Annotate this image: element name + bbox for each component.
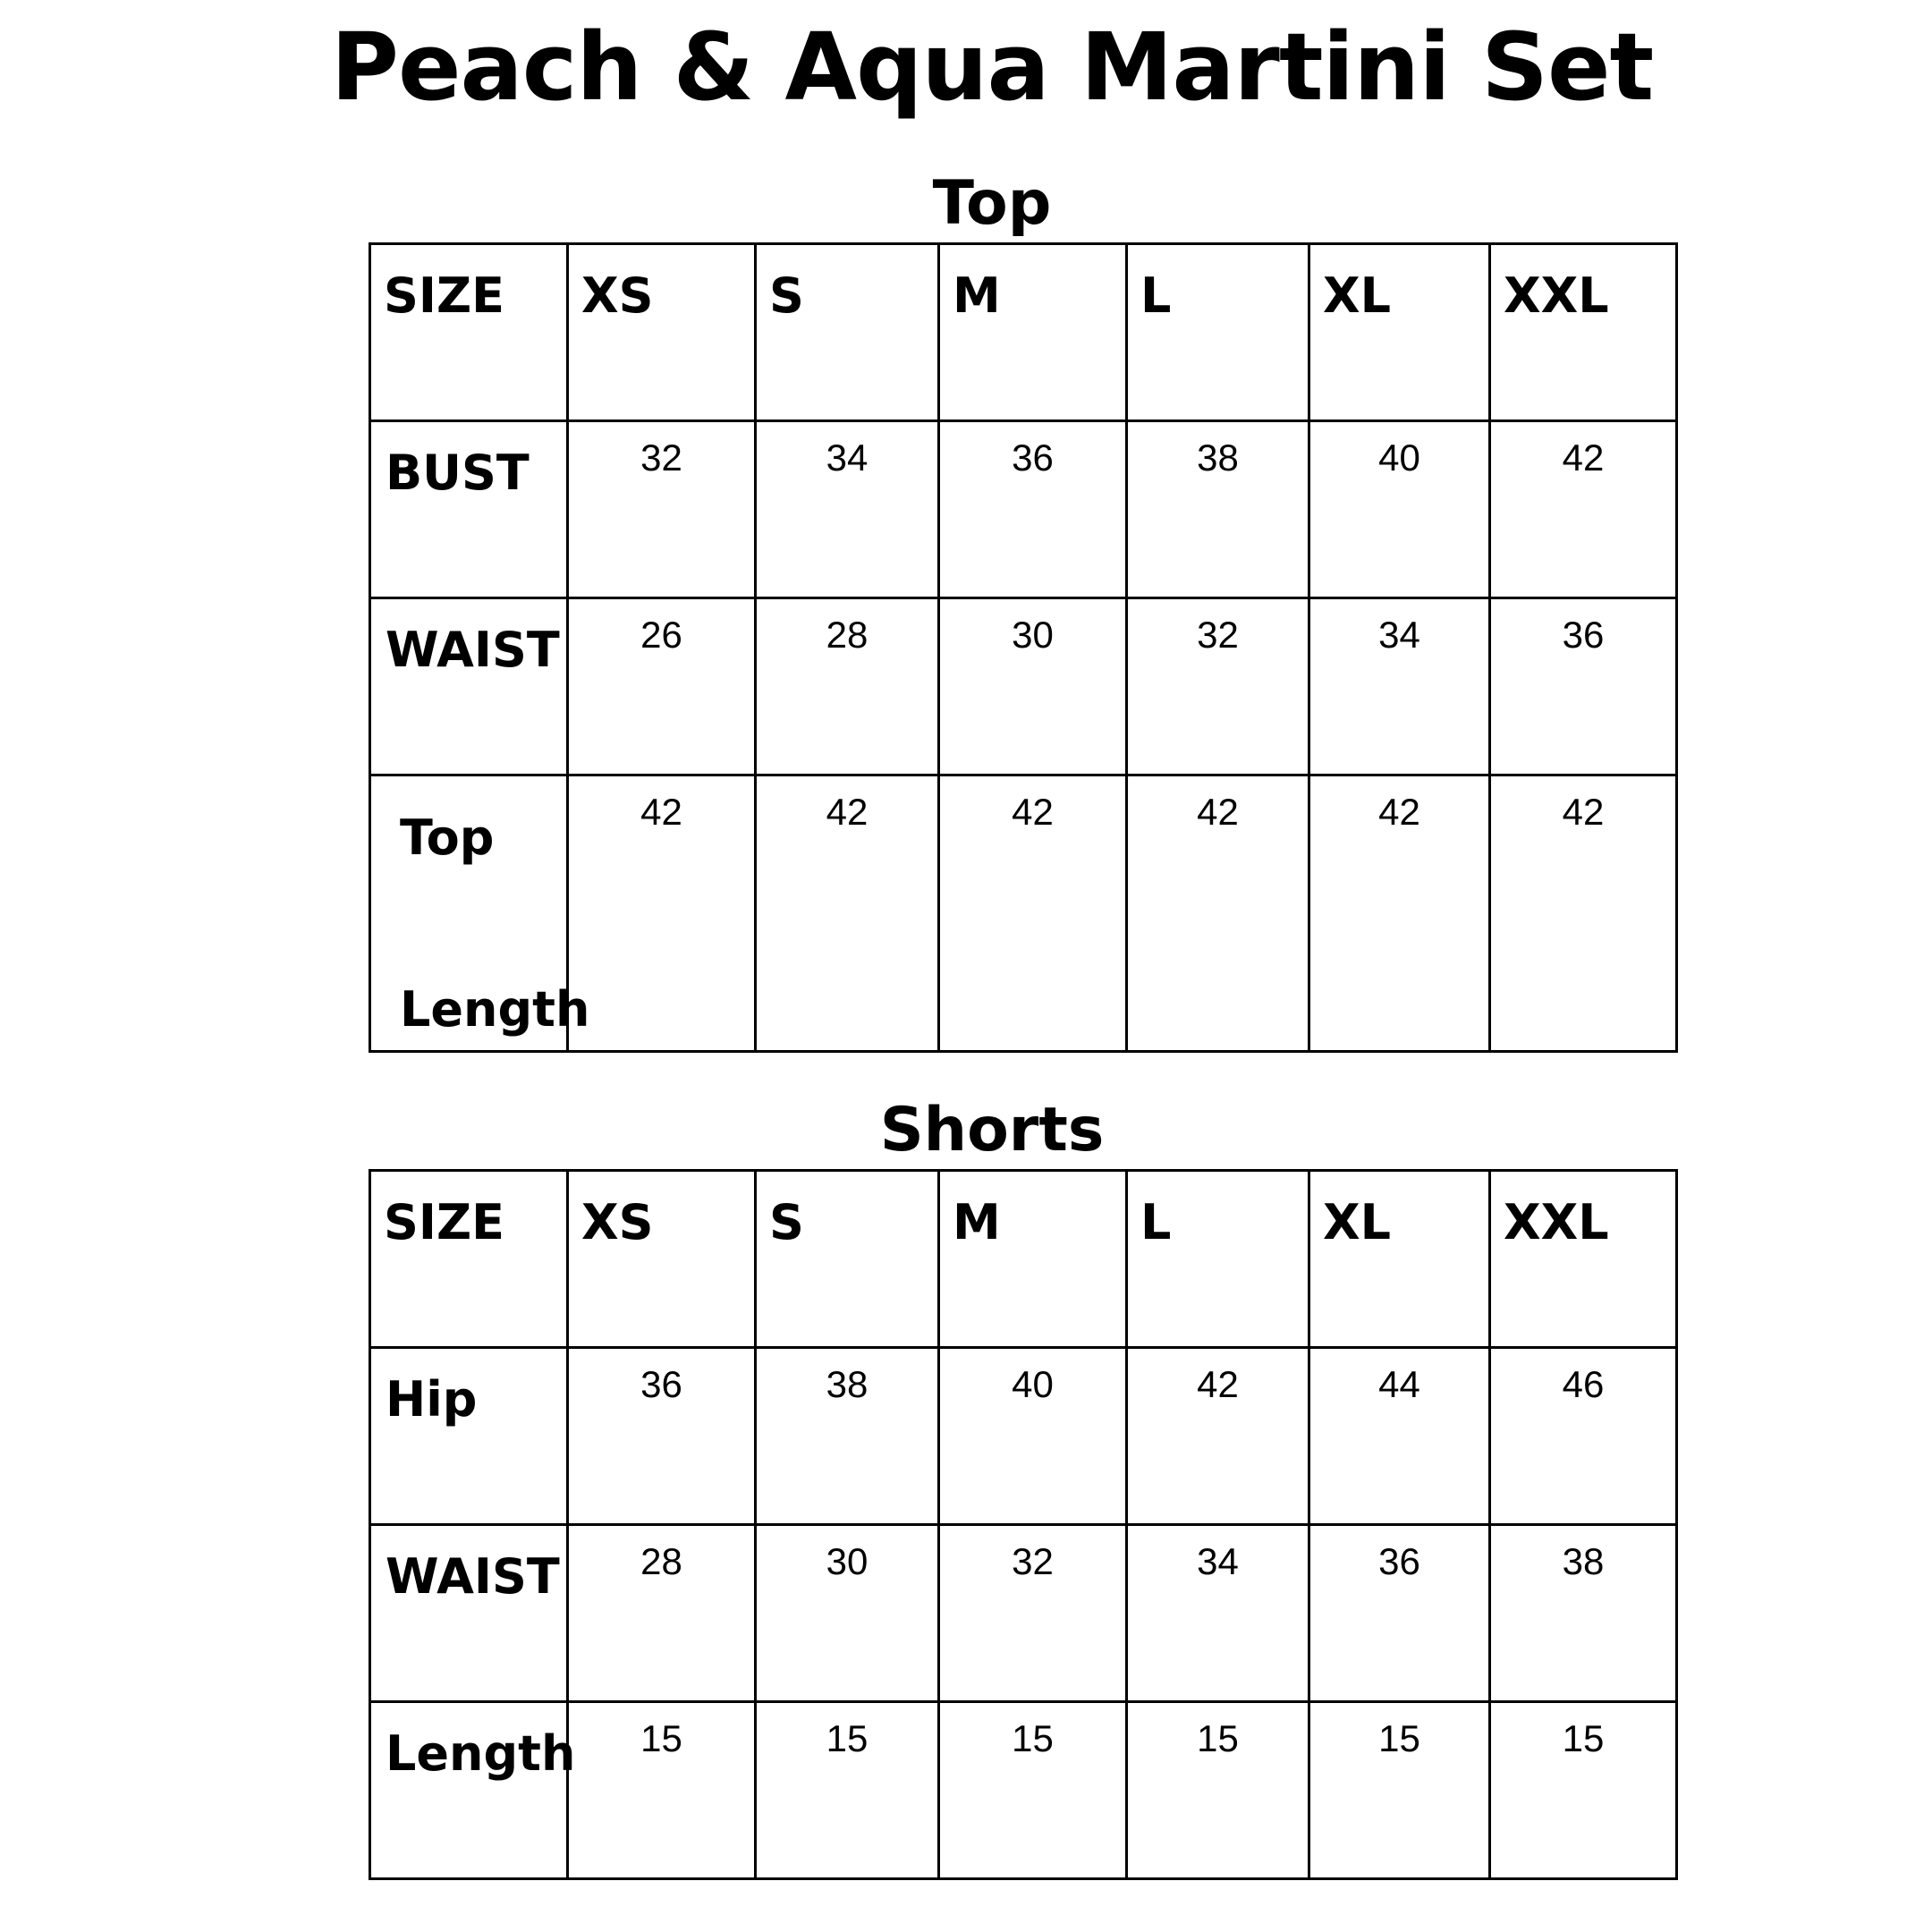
header-size-l: L [1140, 267, 1172, 324]
header-cell [370, 244, 568, 421]
header-cell [370, 1171, 568, 1348]
cell-value: 42 [1562, 791, 1605, 833]
value-cell [756, 1702, 939, 1879]
cell-value: 15 [1562, 1717, 1605, 1759]
value-cell [1490, 421, 1677, 598]
value-cell [1490, 775, 1677, 1052]
value-cell [568, 775, 756, 1052]
cell-value: 32 [640, 436, 682, 479]
value-cell [568, 1702, 756, 1879]
value-cell [939, 1348, 1127, 1525]
value-cell [568, 598, 756, 775]
cell-value: 38 [826, 1363, 869, 1405]
header-cell [1309, 244, 1490, 421]
value-cell [1127, 775, 1309, 1052]
value-cell [1127, 421, 1309, 598]
cell-value: 42 [1378, 791, 1420, 833]
cell-value: 15 [1197, 1717, 1239, 1759]
cell-value: 34 [1378, 614, 1420, 656]
value-cell [1127, 1702, 1309, 1879]
table-row [370, 775, 1677, 1052]
cell-value: 38 [1197, 436, 1239, 479]
header-size-s: S [769, 1194, 804, 1250]
cell-value: 42 [640, 791, 682, 833]
cell-value: 38 [1562, 1540, 1605, 1582]
table-row [370, 421, 1677, 598]
header-cell [756, 244, 939, 421]
cell-value: 30 [826, 1540, 869, 1582]
page-title: Peach & Aqua Martini Set [330, 13, 1654, 122]
cell-value: 36 [1562, 614, 1605, 656]
header-cell [939, 1171, 1127, 1348]
cell-value: 36 [640, 1363, 682, 1405]
value-cell [939, 1525, 1127, 1702]
cell-value: 36 [1012, 436, 1054, 479]
cell-value: 34 [1197, 1540, 1239, 1582]
table-header-row [370, 244, 1677, 421]
value-cell [1309, 775, 1490, 1052]
cell-value: 26 [640, 614, 682, 656]
row-label: WAIST [386, 622, 560, 678]
cell-value: 28 [826, 614, 869, 656]
header-size-m: M [953, 267, 1001, 324]
header-size-xxl: XXL [1504, 1194, 1609, 1250]
cell-value: 15 [1378, 1717, 1420, 1759]
value-cell [1490, 1525, 1677, 1702]
header-size-xs: XS [581, 267, 654, 324]
value-cell [939, 598, 1127, 775]
header-cell [568, 244, 756, 421]
value-cell [756, 1348, 939, 1525]
cell-value: 42 [1012, 791, 1054, 833]
cell-value: 15 [640, 1717, 682, 1759]
value-cell [1490, 1348, 1677, 1525]
shorts-size-table [369, 1169, 1678, 1880]
cell-value: 30 [1012, 614, 1054, 656]
header-size-xs: XS [581, 1194, 654, 1250]
value-cell [1309, 421, 1490, 598]
value-cell [939, 421, 1127, 598]
header-cell [756, 1171, 939, 1348]
header-size-l: L [1140, 1194, 1172, 1250]
table-row [370, 1702, 1677, 1879]
value-cell [568, 1525, 756, 1702]
value-cell [568, 1348, 756, 1525]
cell-value: 46 [1562, 1363, 1605, 1405]
value-cell [756, 1525, 939, 1702]
header-size-m: M [953, 1194, 1001, 1250]
cell-value: 34 [826, 436, 869, 479]
header-size-label: SIZE [384, 1194, 505, 1250]
header-size-xl: XL [1323, 1194, 1392, 1250]
table-row [370, 598, 1677, 775]
shorts-section-title: Shorts [879, 1095, 1105, 1165]
value-cell [1127, 1348, 1309, 1525]
value-cell [1309, 598, 1490, 775]
cell-value: 32 [1197, 614, 1239, 656]
row-label-cell [370, 598, 568, 775]
row-label: WAIST [386, 1548, 560, 1605]
cell-value: 42 [1562, 436, 1605, 479]
cell-value: 15 [1012, 1717, 1054, 1759]
row-label-cell [370, 1348, 568, 1525]
header-cell [939, 244, 1127, 421]
value-cell [1127, 1525, 1309, 1702]
value-cell [939, 1702, 1127, 1879]
row-label-cell [370, 1702, 576, 1879]
cell-value: 42 [826, 791, 869, 833]
row-label-cell [370, 775, 590, 1052]
header-cell [1309, 1171, 1490, 1348]
value-cell [1309, 1525, 1490, 1702]
cell-value: 32 [1012, 1540, 1054, 1582]
header-size-xxl: XXL [1504, 267, 1609, 324]
header-cell [1490, 244, 1677, 421]
row-label [371, 776, 590, 1050]
table-header-row [370, 1171, 1677, 1348]
row-label: Length [386, 1725, 576, 1782]
header-cell [568, 1171, 756, 1348]
cell-value: 40 [1378, 436, 1420, 479]
value-cell [1127, 598, 1309, 775]
cell-value: 28 [640, 1540, 682, 1582]
row-label-cell [370, 421, 568, 598]
table-row [370, 1525, 1677, 1702]
cell-value: 36 [1378, 1540, 1420, 1582]
header-cell [1127, 1171, 1309, 1348]
cell-value: 40 [1012, 1363, 1054, 1405]
row-label: Hip [386, 1371, 478, 1428]
cell-value: 42 [1197, 1363, 1239, 1405]
row-label: BUST [386, 445, 530, 501]
row-label-cell [370, 1525, 568, 1702]
value-cell [756, 598, 939, 775]
value-cell [756, 421, 939, 598]
value-cell [756, 775, 939, 1052]
table-row [370, 1348, 1677, 1525]
header-size-label: SIZE [384, 267, 505, 324]
top-size-table [369, 242, 1678, 1053]
cell-value: 15 [826, 1717, 869, 1759]
header-cell [1127, 244, 1309, 421]
cell-value: 42 [1197, 791, 1239, 833]
value-cell [1309, 1702, 1490, 1879]
top-section-title: Top [932, 168, 1052, 239]
row-label-line: Top [400, 809, 495, 866]
value-cell [939, 775, 1127, 1052]
value-cell [1490, 1702, 1677, 1879]
value-cell [568, 421, 756, 598]
value-cell [1490, 598, 1677, 775]
header-size-xl: XL [1323, 267, 1392, 324]
row-label-line: Length [400, 981, 590, 1038]
value-cell [1309, 1348, 1490, 1525]
cell-value: 44 [1378, 1363, 1420, 1405]
header-size-s: S [769, 267, 804, 324]
header-cell [1490, 1171, 1677, 1348]
